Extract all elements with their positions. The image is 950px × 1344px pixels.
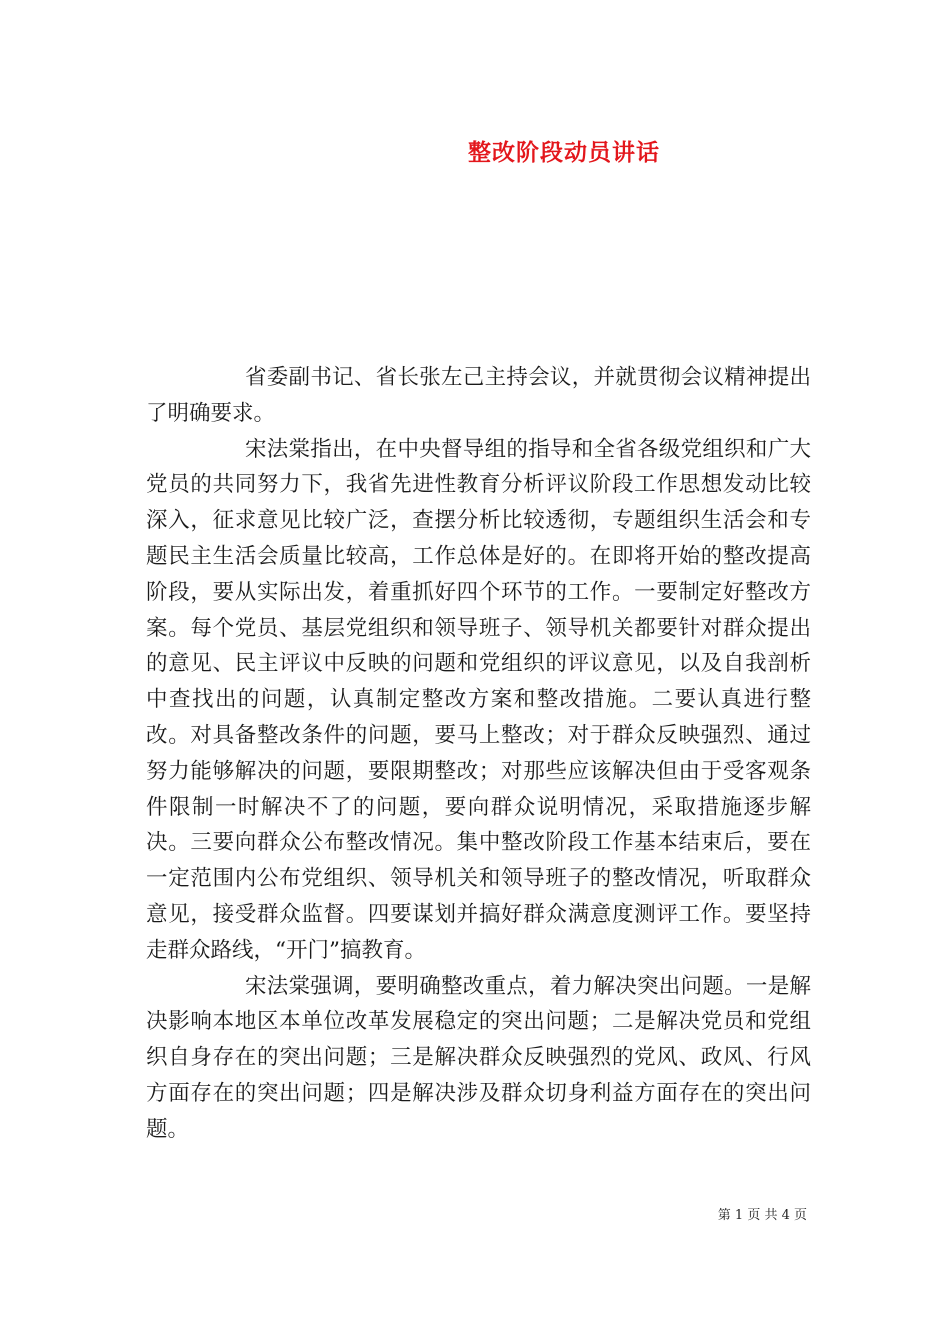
paragraph-3: 宋法棠强调，要明确整改重点，着力解决突出问题。一是解决影响本地区本单位改革发展稳定的突出问题；二是解决党员和党组织自身存在的突出问题；三是解决群众反映强烈的党风、政风、行风方面存在的突出问题；四是解决涉及群众切身利益方面存在的突出问题。 [146,973,811,1142]
page-number-footer: 第 1 页 共 4 页 [717,1208,807,1223]
paragraph-1: 省委副书记、省长张左己主持会议，并就贯彻会议精神提出了明确要求。 [146,365,811,426]
document-body [146,360,811,1148]
document-title: 整改阶段动员讲话 [468,140,660,166]
paragraph-2: 宋法棠指出，在中央督导组的指导和全省各级党组织和广大党员的共同努力下，我省先进性教育分析评议阶段工作思想发动比较深入，征求意见比较广泛，查摆分析比较透彻，专题组织生活会和专题民主生活会质量比较高，工作总体是好的。在即将开始的整改提高阶段，要从实际出发，着重抓好四个环节的工作。一要制定好整改方案。每个党员、基层党组织和领导班子、领导机关都要针对群众提出的意见、民主评议中反映的问题和党组织的评议意见，以及自我剖析中查找出的问题，认真制定整改方案和整改措施。二要认真进行整改。对具备整改条件的问题，要马上整改；对于群众反映强烈、通过努力能够解决的问题，要限期整改；对那些应该解决但由于受客观条件限制一时解决不了的问题，要向群众说明情况，采取措施逐步解决。三要向群众公布整改情况。集中整改阶段工作基本结束后，要在一定范围内公布党组织、领导机关和领导班子的整改情况，听取群众意见，接受群众监督。四要谋划并搞好群众满意度测评工作。要坚持走群众路线，“开门”搞教育。 [146,436,811,963]
